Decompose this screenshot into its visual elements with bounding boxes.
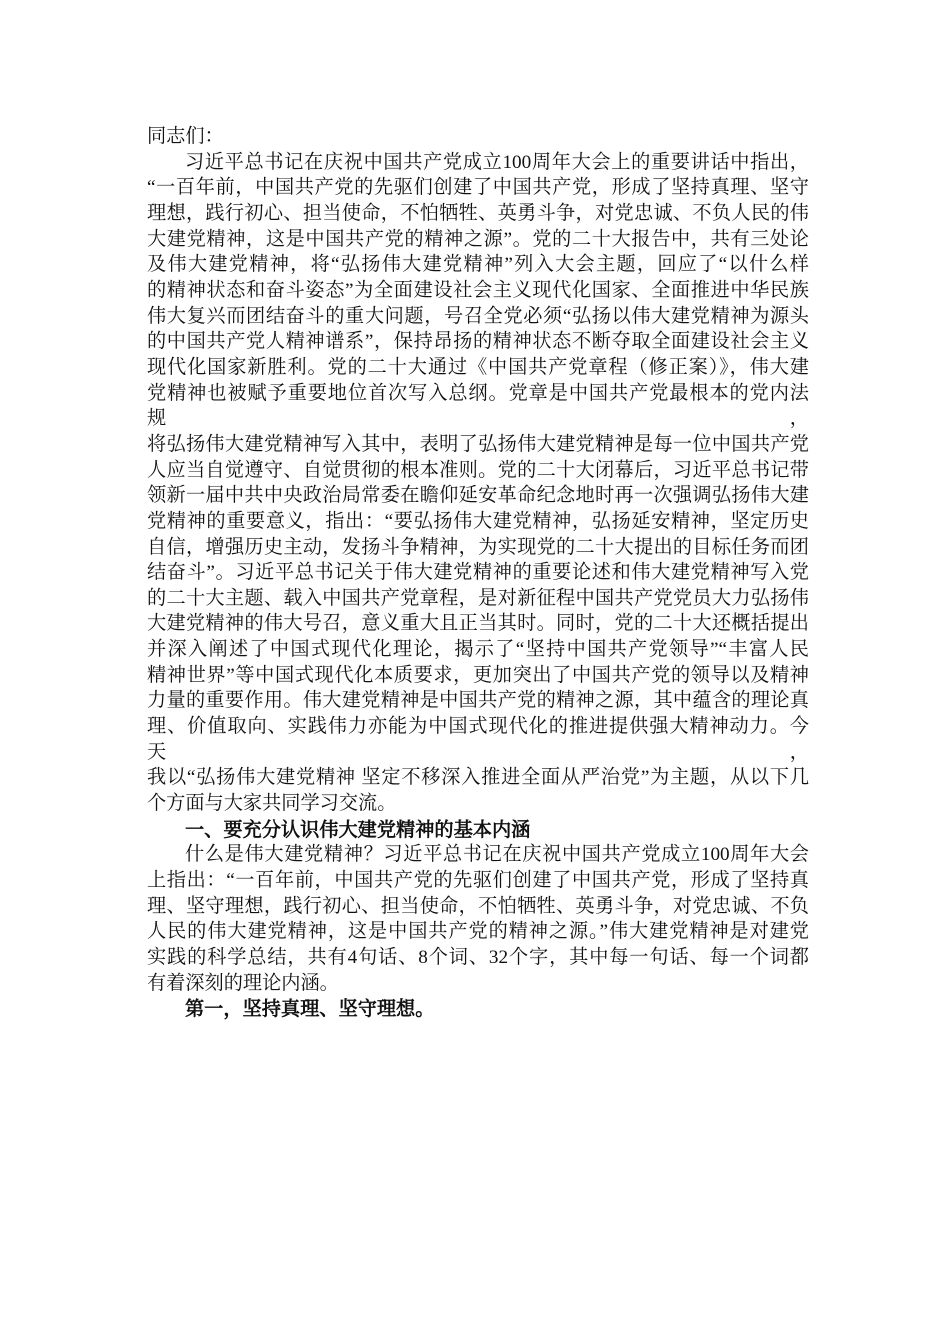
- text-line: 领新一届中共中央政治局常委在瞻仰延安革命纪念地时再一次强调弘扬伟大建: [147, 485, 809, 507]
- text-line: 结奋斗”。习近平总书记关于伟大建党精神的重要论述和伟大建党精神写入党: [147, 562, 809, 584]
- text-line: 人民的伟大建党精神，这是中国共产党的精神之源。”伟大建党精神是对建党: [147, 921, 809, 943]
- text-line: 理、坚守理想，践行初心、担当使命，不怕牺牲、英勇斗争，对党忠诚、不负: [147, 895, 809, 917]
- text-line: 理、价值取向、实践伟力亦能为中国式现代化的推进提供强大精神动力。今天，: [147, 716, 809, 763]
- text-line: 理想，践行初心、担当使命，不怕牺牲、英勇斗争，对党忠诚、不负人民的伟: [147, 202, 809, 224]
- text-line: 有着深刻的理论内涵。: [147, 972, 339, 994]
- text-line: 力量的重要作用。伟大建党精神是中国共产党的精神之源，其中蕴含的理论真: [147, 690, 809, 712]
- text-line: 实践的科学总结，共有4句话、8个词、32个字，其中每一句话、每一个词都: [147, 947, 809, 968]
- text-line: 伟大复兴而团结奋斗的重大问题，号召全党必须“弘扬以伟大建党精神为源头: [147, 305, 809, 327]
- text-line: 精神世界”等中国式现代化本质要求，更加突出了中国共产党的领导以及精神: [147, 664, 809, 686]
- text-line: 什么是伟大建党精神？习近平总书记在庆祝中国共产党成立100周年大会: [185, 844, 809, 866]
- text-line: 大建党精神，这是中国共产党的精神之源”。党的二十大报告中，共有三处论: [147, 228, 809, 250]
- text-line: 将弘扬伟大建党精神写入其中，表明了弘扬伟大建党精神是每一位中国共产党: [147, 433, 809, 455]
- paragraph: [147, 150, 809, 817]
- text-line: 大建党精神的伟大号召，意义重大且正当其时。同时，党的二十大还概括提出: [147, 613, 809, 635]
- text-line: 同志们：: [147, 126, 224, 147]
- text-line: 的中国共产党人精神谱系”，保持昂扬的精神状态不断夺取全面建设社会主义: [147, 331, 809, 353]
- text-line: 的精神状态和奋斗姿态”为全面建设社会主义现代化国家、全面推进中华民族: [147, 279, 809, 301]
- text-line: 习近平总书记在庆祝中国共产党成立100周年大会上的重要讲话中指出，: [185, 151, 809, 173]
- text-line: 党精神的重要意义，指出：“要弘扬伟大建党精神，弘扬延安精神，坚定历史: [147, 510, 809, 532]
- text-line: 及伟大建党精神，将“弘扬伟大建党精神”列入大会主题，回应了“以什么样: [147, 254, 809, 276]
- text-line: 我以“弘扬伟大建党精神 坚定不移深入推进全面从严治党”为主题，从以下几: [147, 767, 809, 789]
- text-line: 上指出：“一百年前，中国共产党的先驱们创建了中国共产党，形成了坚持真: [147, 870, 809, 892]
- text-line: 人应当自觉遵守、自觉贯彻的根本准则。党的二十大闭幕后，习近平总书记带: [147, 459, 809, 481]
- text-line: 的二十大主题、载入中国共产党章程，是对新征程中国共产党党员大力弘扬伟: [147, 587, 809, 609]
- text-line: 现代化国家新胜利。党的二十大通过《中国共产党章程（修正案）》，伟大建: [147, 356, 809, 378]
- paragraph: [147, 124, 809, 150]
- section-heading: [147, 817, 809, 843]
- text-line: 一、要充分认识伟大建党精神的基本内涵: [185, 817, 531, 841]
- text-line: 个方面与大家共同学习交流。: [147, 793, 397, 815]
- document-body: [147, 124, 809, 1022]
- section-heading: [147, 996, 809, 1022]
- text-line: 并深入阐述了中国式现代化理论，揭示了“坚持中国共产党领导”“丰富人民: [147, 639, 809, 661]
- paragraph: [147, 842, 809, 996]
- text-line: “一百年前，中国共产党的先驱们创建了中国共产党，形成了坚持真理、坚守: [147, 177, 809, 199]
- text-line: 党精神也被赋予重要地位首次写入总纲。党章是中国共产党最根本的党内法规，: [147, 382, 809, 430]
- text-line: 第一，坚持真理、坚守理想。: [185, 997, 435, 1021]
- text-line: 自信，增强历史主动，发扬斗争精神，为实现党的二十大提出的目标任务而团: [147, 536, 809, 558]
